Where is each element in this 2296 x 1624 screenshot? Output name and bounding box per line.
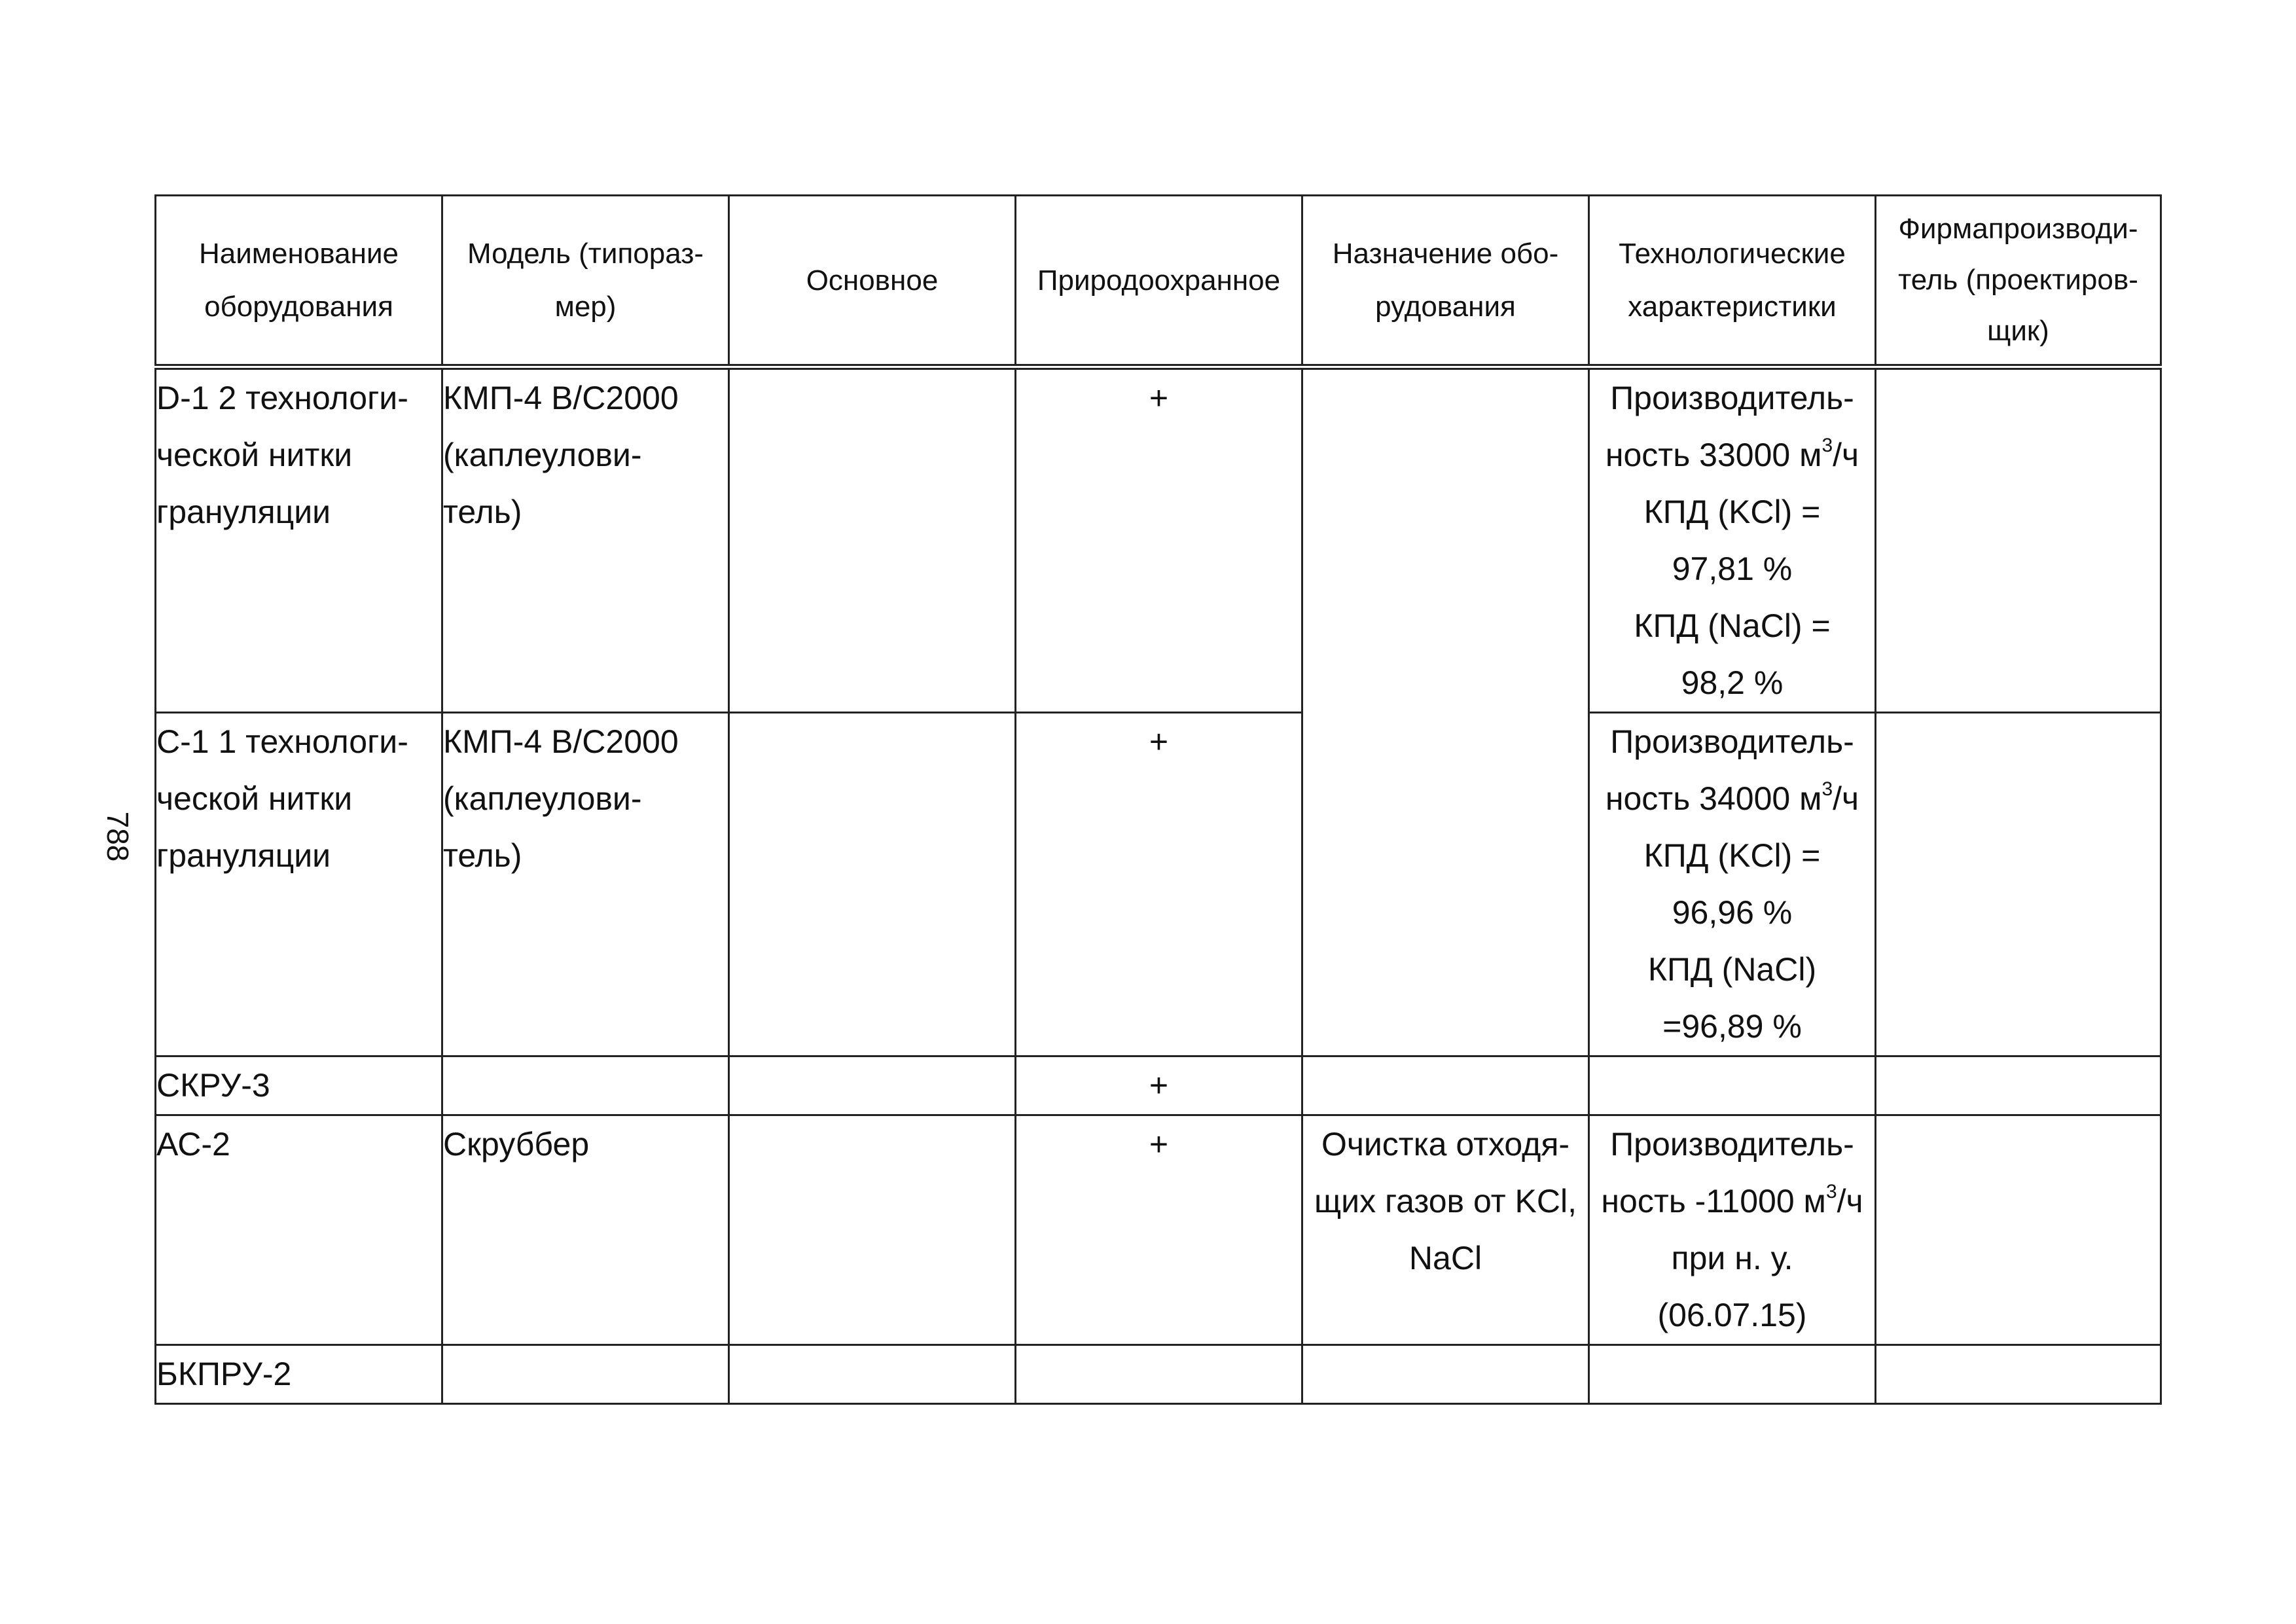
- cell-main: [729, 1056, 1016, 1115]
- cell-model: КМП-4 B/C2000 (каплеулови- тель): [442, 713, 729, 1056]
- table-header-row: [156, 196, 2161, 367]
- cell-manufacturer: [1876, 713, 2161, 1056]
- cell-equipment-name: СКРУ-3: [156, 1056, 442, 1115]
- cell-environmental: +: [1016, 713, 1302, 1056]
- cell-equipment-name: D-1 2 технологи- ческой нитки грануляции: [156, 367, 442, 713]
- cell-tech-characteristics: [1589, 1056, 1876, 1115]
- cell-environmental: +: [1016, 367, 1302, 713]
- cell-equipment-name: АС-2: [156, 1115, 442, 1345]
- table-row: [156, 367, 2161, 713]
- table-row: [156, 1115, 2161, 1345]
- cell-main: [729, 1115, 1016, 1345]
- column-header-tech-characteristics: Технологические характеристики: [1589, 196, 1876, 367]
- table-row: [156, 1345, 2161, 1404]
- cell-manufacturer: [1876, 1115, 2161, 1345]
- column-header-model: Модель (типораз- мер): [442, 196, 729, 367]
- cell-model: КМП-4 B/C2000 (каплеулови- тель): [442, 367, 729, 713]
- cell-tech-characteristics: Производитель- ность -11000 $м^3/ч$ при н. у. (06.07.15): [1589, 1115, 1876, 1345]
- cell-purpose: [1302, 1345, 1589, 1404]
- column-header-environmental: Природоохранное: [1016, 196, 1302, 367]
- cell-main: [729, 367, 1016, 713]
- cell-environmental: +: [1016, 1056, 1302, 1115]
- column-header-purpose: Назначение обо- рудования: [1302, 196, 1589, 367]
- cell-model: Скруббер: [442, 1115, 729, 1345]
- cell-purpose: [1302, 1056, 1589, 1115]
- cell-environmental: +: [1016, 1115, 1302, 1345]
- cell-tech-characteristics: Производитель- ность 34000 $м^3/ч$ КПД (KCl) = 96,96 % КПД (NaCl) =96,89 %: [1589, 713, 1876, 1056]
- cell-purpose: [1302, 367, 1589, 1056]
- cell-main: [729, 1345, 1016, 1404]
- cell-manufacturer: [1876, 1056, 2161, 1115]
- cell-manufacturer: [1876, 367, 2161, 713]
- cell-equipment-name: БКПРУ-2: [156, 1345, 442, 1404]
- cell-purpose: Очистка отходя- щих газов от KCl, NaCl: [1302, 1115, 1589, 1345]
- cell-model: [442, 1056, 729, 1115]
- column-header-manufacturer: Фирмапроизводи- тель (проектиров- щик): [1876, 196, 2161, 367]
- cell-equipment-name: C-1 1 технологи- ческой нитки грануляции: [156, 713, 442, 1056]
- table-row: [156, 713, 2161, 1056]
- column-header-name: Наименование оборудования: [156, 196, 442, 367]
- cell-main: [729, 713, 1016, 1056]
- cell-tech-characteristics: [1589, 1345, 1876, 1404]
- cell-model: [442, 1345, 729, 1404]
- cell-manufacturer: [1876, 1345, 2161, 1404]
- column-header-main: Основное: [729, 196, 1016, 367]
- page-number: 788: [101, 811, 135, 862]
- equipment-table: [154, 194, 2162, 1405]
- cell-tech-characteristics: Производитель- ность 33000 $м^3/ч$ КПД (KCl) = 97,81 % КПД (NaCl) = 98,2 %: [1589, 367, 1876, 713]
- cell-environmental: [1016, 1345, 1302, 1404]
- table-row: [156, 1056, 2161, 1115]
